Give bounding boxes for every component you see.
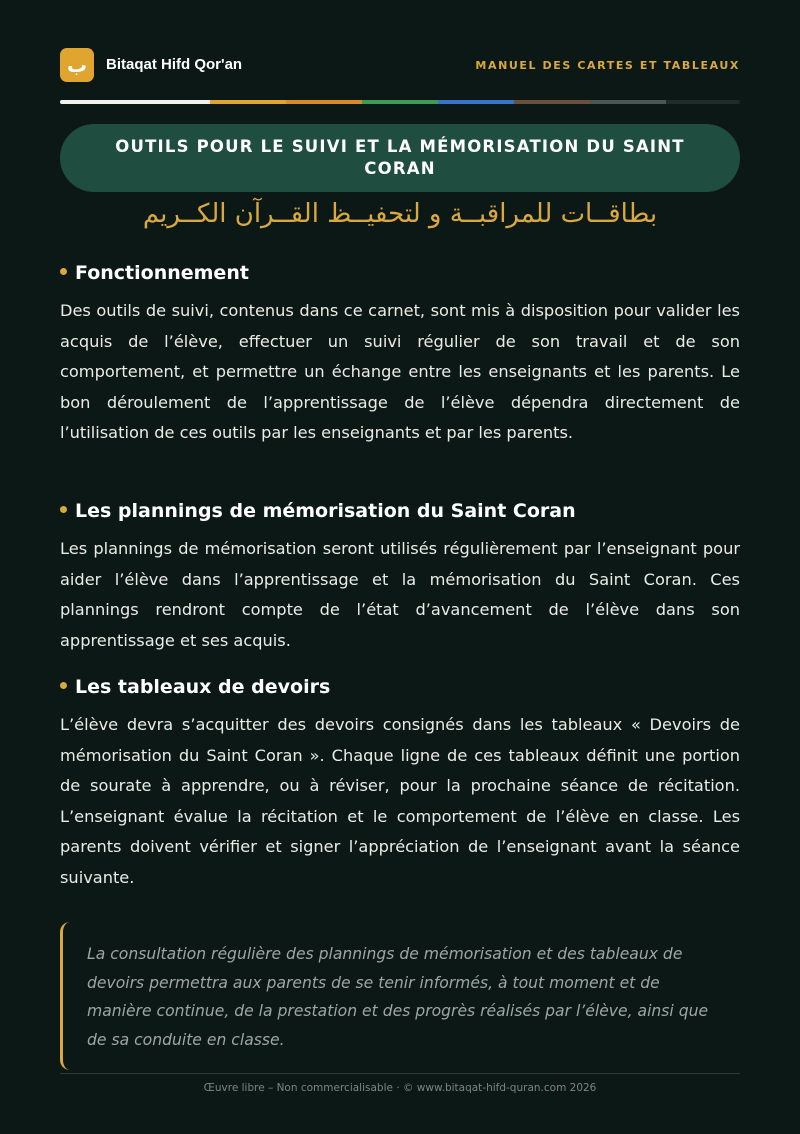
arabic-subtitle: بطاقــات للمراقبــة و لتحفيــظ القــرآن الكــريم [142, 199, 658, 229]
rule-segment [590, 100, 666, 104]
manual-label: MANUEL DES CARTES ET TABLEAUX [475, 59, 740, 72]
bullet-icon [60, 268, 67, 275]
highlight-quote [60, 922, 740, 1070]
rule-segment [438, 100, 514, 104]
section-paragraph: L’élève devra s’acquitter des devoirs consignés dans les tableaux « Devoirs de mémorisation du Saint Coran ». Chaque ligne de ces tableaux définit une portion de sourate à apprendre, ou à réviser, pour la prochaine séance de récitation. L’enseignant évalue la récitation et le comportement de l’élève en classe. Les parents doivent vérifier et signer l’appréciation de l’enseignant avant la séance suivante. [60, 715, 740, 887]
rule-segment [362, 100, 438, 104]
section-heading-text: Fonctionnement [75, 262, 249, 284]
app-logo: ب [60, 48, 94, 82]
page-title-banner [60, 124, 740, 192]
section-paragraph: Des outils de suivi, contenus dans ce carnet, sont mis à disposition pour valider les acquis de l’élève, effectuer un suivi régulier de son travail et de son comportement, et permettre un échange entre les enseignants et les parents. Le bon déroulement de l’apprentissage de l’élève dépendra directement de l’utilisation de ces outils par les enseignants et par les parents. [60, 301, 740, 442]
footer-divider [60, 1073, 740, 1074]
rule-segment [210, 100, 286, 104]
quote-text: La consultation régulière des plannings de mémorisation et des tableaux de devoirs permettra aux parents de se tenir informés, à tout moment et de manière continue, de la prestation et des progrès réalisés par l’élève, ainsi que de sa conduite en classe. [87, 945, 709, 1049]
header [60, 48, 740, 84]
bullet-icon [60, 682, 67, 689]
footer-text: Œuvre libre – Non commercialisable · © www.bitaqat-hifd-quran.com 2026 [203, 1082, 597, 1094]
color-rule [60, 100, 740, 104]
section-heading-text: Les tableaux de devoirs [75, 676, 331, 698]
page [60, 0, 740, 1134]
section-heading-plannings [60, 500, 576, 522]
bullet-icon [60, 506, 67, 513]
section-heading-text: Les plannings de mémorisation du Saint Coran [75, 500, 576, 522]
section-heading-devoirs [60, 676, 330, 698]
section-paragraph: Les plannings de mémorisation seront utilisés régulièrement par l’enseignant pour aider l’élève dans l’apprentissage et la mémorisation du Saint Coran. Ces plannings rendront compte de l’état d’avancement de l’élève dans son apprentissage et ses acquis. [60, 539, 740, 650]
rule-segment [286, 100, 362, 104]
section-heading-fonctionnement [60, 262, 249, 284]
rule-segment [514, 100, 590, 104]
rule-segment [60, 100, 210, 104]
rule-segment [666, 100, 740, 104]
page-title: OUTILS POUR LE SUIVI ET LA MÉMORISATION DU SAINT CORAN [115, 137, 685, 178]
brand-name: Bitaqat Hifd Qor'an [106, 56, 243, 73]
